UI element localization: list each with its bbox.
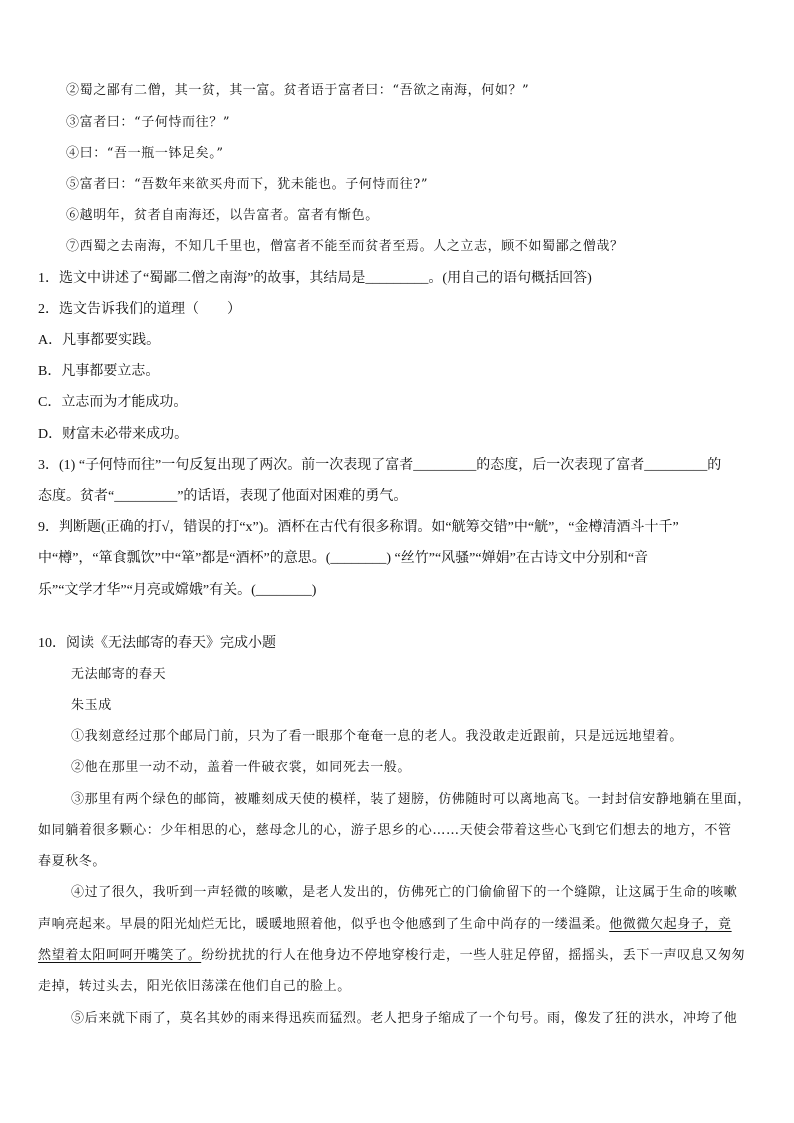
question-2-option-d: D．财富未必带来成功。 [38,427,189,442]
underlined-sentence-end: 然望着太阳呵呵开嘴笑了。 [38,948,202,963]
article-paragraph-3-line-1: ③那里有两个绿色的邮筒，被雕刻成天使的模样，装了翅膀，仿佛随时可以离地高飞。一封封信安静地躺在里面， [71,792,752,807]
article-paragraph-4-line-3-plain: 纷纷扰扰的行人在他身边不停地穿梭行走，一些人驻足停留，摇摇头，丢下一声叹息又匆匆 [201,948,746,963]
question-2-option-c: C．立志而为才能成功。 [38,395,188,410]
article-paragraph-1: ①我刻意经过那个邮局门前，只为了看一眼那个奄奄一息的老人。我没敢走近跟前，只是远远地望着。 [71,729,684,744]
question-10-title: 10．阅读《无法邮寄的春天》完成小题 [38,636,276,651]
excerpt-paragraph-7: ⑦西蜀之去南海，不知几千里也，僧富者不能至而贫者至焉。人之立志，顾不如蜀鄙之僧哉？ [66,239,624,254]
article-paragraph-4-line-2-plain: 声响亮起来。早晨的阳光灿烂无比，暖暖地照着他，似乎也令他感到了生命中尚存的一缕温柔。 [38,917,610,932]
excerpt-paragraph-3: ③富者曰：“子何恃而往？” [66,115,231,130]
article-paragraph-2: ②他在那里一动不动，盖着一件破衣裳，如同死去一般。 [71,760,412,775]
article-author: 朱玉成 [71,698,112,713]
article-title: 无法邮寄的春天 [71,667,167,682]
article-paragraph-4-line-1: ④过了很久，我听到一声轻微的咳嗽，是老人发出的，仿佛死亡的门偷偷留下的一个缝隙，让这属于生命的咳嗽 [71,885,738,900]
article-paragraph-5: ⑤后来就下雨了，莫名其妙的雨来得迅疾而猛烈。老人把身子缩成了一个句号。雨，像发了狂的洪水，冲垮了他 [71,1011,738,1026]
article-paragraph-4-line-2 [38,918,732,931]
excerpt-paragraph-2: ②蜀之鄙有二僧，其一贫，其一富。贫者语于富者曰：“吾欲之南海，何如？” [66,83,530,98]
excerpt-paragraph-6: ⑥越明年，贫者自南海还，以告富者。富者有惭色。 [66,208,379,223]
question-3-line-1: 3．(1) “子何恃而往”一句反复出现了两次。前一次表现了富者_________的态度，后一次表现了富者_________的 [38,458,722,473]
question-9-line-2: 中“樽”，“箪食瓢饮”中“箪”都是“酒杯”的意思。(________) “丝竹”“风骚”“婵娟”在古诗文中分别和“音 [38,551,649,566]
excerpt-paragraph-4: ④曰：“吾一瓶一钵足矣。” [66,146,224,161]
underlined-sentence-start: 他微微欠起身子，竟 [609,917,732,932]
question-2-option-a: A．凡事都要实践。 [38,333,161,348]
question-9-line-1: 9．判断题(正确的打√，错误的打“x”)。酒杯在古代有很多称谓。如“觥筹交错”中“觥”，“金樽清酒斗十千” [38,520,679,535]
question-9-line-3: 乐”“文学才华”“月亮或嫦娥”有关。(________) [38,583,317,598]
article-paragraph-4-line-3 [38,949,745,962]
question-2-option-b: B．凡事都要立志。 [38,364,160,379]
article-paragraph-3-line-3: 春夏秋冬。 [38,854,107,869]
excerpt-paragraph-5: ⑤富者曰：“吾数年来欲买舟而下，犹未能也。子何恃而往?” [66,177,429,192]
question-1: 1．选文中讲述了“蜀鄙二僧之南海”的故事，其结局是_________。(用自己的语句概括回答) [38,271,592,286]
question-2: 2．选文告诉我们的道理（ ） [38,302,241,317]
question-3-line-2: 态度。贫者“_________”的话语，表现了他面对困难的勇气。 [38,489,408,504]
article-paragraph-4-line-4: 走掉，转过头去，阳光依旧荡漾在他们自己的脸上。 [38,979,351,994]
article-paragraph-3-line-2: 如同躺着很多颗心：少年相思的心，慈母念儿的心，游子思乡的心……天使会带着这些心飞到它们想去的地方，不管 [38,823,732,838]
